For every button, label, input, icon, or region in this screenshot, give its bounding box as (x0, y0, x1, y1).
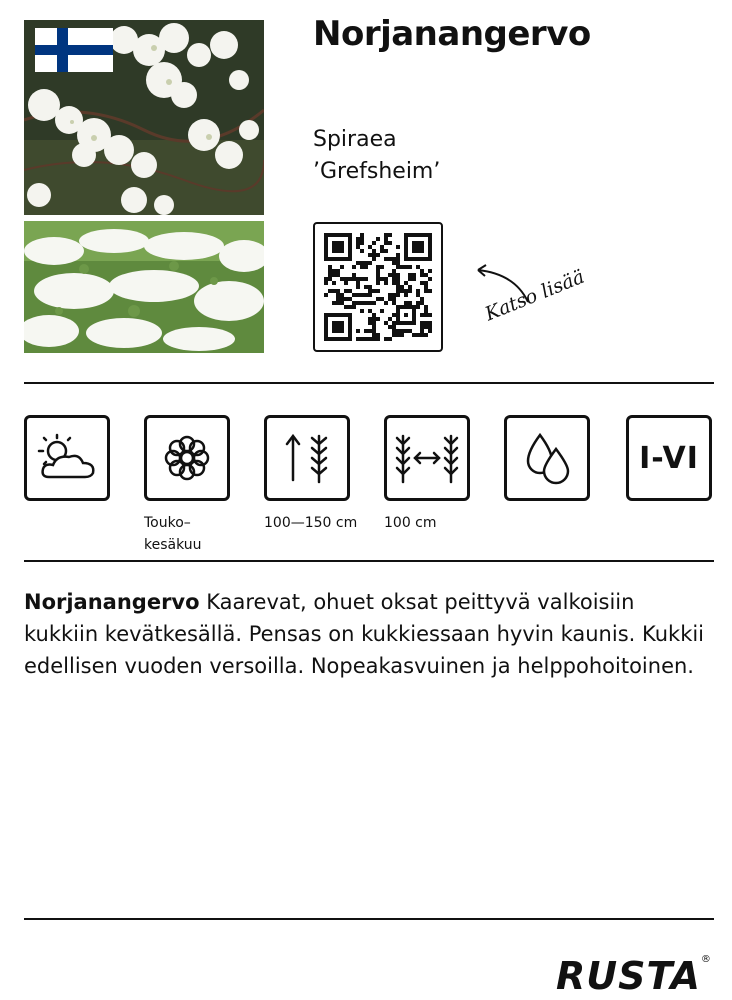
zone-icon (626, 415, 712, 501)
divider-top (24, 382, 714, 384)
description-lead: Norjanangervo (24, 590, 200, 614)
plant-name: Norjanangervo (313, 14, 591, 54)
bloom-time (144, 512, 202, 556)
bloom-time-line2: kesäkuu (144, 537, 202, 553)
latin-name (313, 124, 440, 188)
qr-code-pattern (324, 233, 432, 341)
description-text: Kaarevat, ohuet oksat peittyvä valkoisiin kukkiin kevätkesällä. Pensas on kukkiessaan hyvin kaunis. Kukkii edellisen vuoden versoilla. Nopeakasvuinen ja helppohoitoinen. (24, 590, 705, 678)
see-more-label: Katso lisää (482, 265, 588, 326)
qr-code[interactable] (313, 222, 443, 352)
latin-genus: Spiraea (313, 127, 397, 152)
water-icon (504, 415, 590, 501)
description (24, 586, 714, 682)
width-value: 100 cm (384, 515, 437, 531)
height-icon (264, 415, 350, 501)
flower-icon (144, 415, 230, 501)
width-icon (384, 415, 470, 501)
hardiness-zone: I-VI (639, 440, 699, 476)
sun-partial-shade-icon (24, 415, 110, 501)
divider-middle (24, 560, 714, 562)
divider-bottom (24, 918, 714, 920)
bloom-time-line1: Touko– (144, 515, 191, 531)
finland-flag-icon (35, 28, 113, 72)
brand-logo (556, 954, 712, 998)
height-value: 100—150 cm (264, 515, 358, 531)
latin-cultivar: ’Grefsheim’ (313, 159, 441, 184)
registered-mark: ® (700, 954, 712, 965)
plant-photo-shrub (24, 221, 264, 353)
brand-name: RUSTA (556, 954, 701, 998)
